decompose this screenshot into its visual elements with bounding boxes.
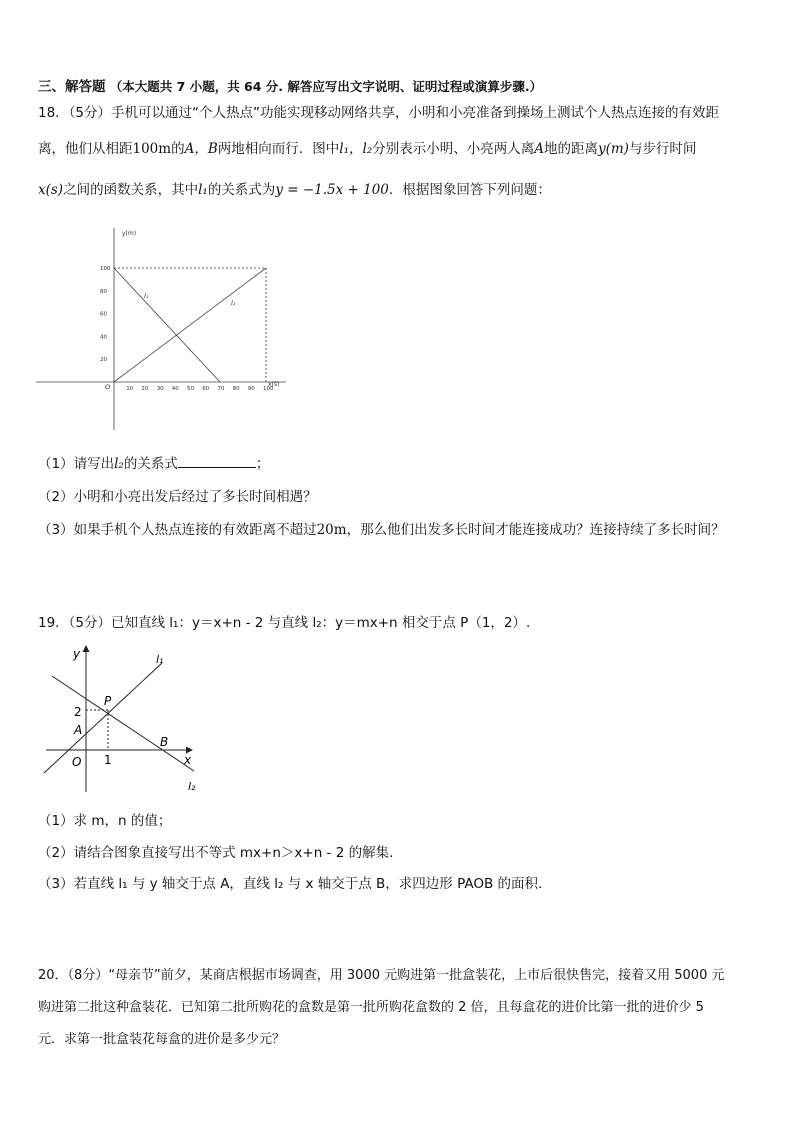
q18-text-line1: 手机可以通过“个人热点”功能实现移动网络共享，小明和小亮准备到操场上测试个人热点连接的有效距: [111, 105, 720, 121]
y-tick-label: 40: [100, 334, 107, 341]
q18-number: 18．: [38, 105, 69, 121]
q18-sub3-distance: 20m: [316, 522, 347, 538]
q18-line2-text: 的: [171, 141, 185, 157]
l1-label: l₁: [156, 653, 164, 666]
section-header: [38, 78, 542, 96]
q18-distance: 100m: [132, 141, 172, 157]
q20-line1: 20．（8分）“母亲节”前夕，某商店根据市场调查，用 3000 元购进第一批盒装花，上市后很快售完，接着又用 5000 元: [38, 968, 725, 983]
l2-label: l₂: [188, 780, 196, 793]
point-a-label: A: [74, 723, 83, 737]
q18-line1: [38, 104, 719, 122]
l2-label: l₂: [231, 299, 236, 307]
y-tick-label: 100: [100, 266, 111, 272]
q19-sub1: （1）求 m，n 的值；: [38, 813, 172, 829]
x-tick-label: 20: [141, 386, 149, 392]
q18-sub3-text: （3）如果手机个人热点连接的有效距离不超过: [38, 522, 317, 538]
section-note: （本大题共 7 小题，共 64 分. 解答应写出文字说明、证明过程或演算步骤.）: [109, 79, 543, 94]
x-tick-label: 70: [217, 386, 225, 392]
q18-sub1-text: 的关系式: [123, 456, 178, 472]
q18-line2-text: 分别表示小明、小亮两人离: [372, 141, 535, 157]
y-label: y: [73, 647, 81, 661]
q18-y-var: y(m): [597, 141, 629, 157]
answer-blank[interactable]: [178, 454, 256, 468]
x-tick-label: 30: [156, 386, 164, 392]
q20-line3: 元．求第一批盒装花每盒的进价是多少元？: [38, 1032, 286, 1047]
q18-line3-text: 之间的函数关系，其中: [63, 182, 199, 198]
q18-sub1-text: ；: [255, 456, 270, 472]
y-tick-label: 60: [100, 311, 107, 318]
line-l1: [44, 663, 162, 773]
q18-line2-text: 两地相向而行．图中: [217, 141, 340, 157]
tick-1-label: 1: [104, 753, 112, 767]
q19-sub3: （3）若直线 l₁ 与 y 轴交于点 A，直线 l₂ 与 x 轴交于点 B，求四边形 PAOB 的面积.: [38, 876, 543, 892]
q18-sub3-text: ，那么他们出发多长时间才能连接成功？连接持续了多长时间？: [346, 522, 725, 538]
line-l1: [114, 268, 220, 382]
q18-x-var: x(s): [38, 182, 64, 198]
q18-lines-label: l₁，l₂: [339, 141, 373, 157]
q18-line2-text: 与步行时间: [628, 141, 697, 157]
section-heading: 三、解答题: [38, 79, 106, 95]
x-tick-label: 40: [171, 386, 179, 392]
l1-label: l₁: [144, 292, 149, 300]
q18-line2-text: 离，他们从相距: [38, 141, 133, 157]
q18-line3-text: 的关系式为: [207, 182, 276, 198]
q18-sub2: （2）小明和小亮出发后经过了多长时间相遇？: [38, 489, 317, 505]
q18-line3-text: ．根据图象回答下列问题：: [388, 182, 551, 198]
x-tick-label: 50: [187, 386, 194, 392]
q19-sub2: （2）请结合图象直接写出不等式 mx+n＞x+n - 2 的解集.: [38, 845, 394, 861]
origin-label: O: [105, 383, 111, 391]
q18-points: A，B: [184, 141, 218, 157]
q18-l2-label: l₂: [114, 456, 124, 472]
q18-sub1: [38, 454, 269, 473]
point-p-label: P: [104, 694, 112, 708]
tick-2-label: 2: [74, 705, 82, 719]
q20-line2: 购进第二批这种盒装花．已知第二批所购花的盒数是第一批所购花盒数的 2 倍，且每盒花的进价比第一批的进价少 5: [38, 1000, 704, 1015]
y-axis-label: y(m): [122, 230, 137, 237]
q18-line3: [38, 181, 551, 199]
x-label: x: [184, 753, 192, 767]
q18-graph: [36, 224, 296, 434]
x-tick-label: 90: [247, 386, 255, 392]
q18-sub1-text: （1）请写出: [38, 456, 115, 472]
x-ticks: [126, 386, 274, 392]
x-tick-label: 60: [202, 386, 210, 392]
x-tick-label: 100: [263, 386, 274, 392]
y-tick-label: 80: [100, 288, 107, 295]
q18-score: （5分）: [68, 105, 112, 121]
q18-point-a: A: [534, 141, 544, 157]
q18-line2: [38, 140, 696, 158]
x-tick-label: 10: [126, 386, 134, 392]
q18-line2-text: 地的距离: [543, 141, 598, 157]
q18-sub3: [38, 521, 725, 539]
y-tick-label: 20: [100, 357, 107, 364]
line-l2: [114, 268, 266, 382]
y-ticks: [100, 266, 111, 363]
x-axis-label: x(s): [268, 381, 280, 388]
q18-l1-label: l₁: [198, 182, 208, 198]
point-b-label: B: [160, 735, 169, 749]
q19-graph: [38, 640, 208, 798]
q18-l1-formula: y = −1.5x + 100: [275, 182, 389, 198]
q19-line1: 19．（5分）已知直线 l₁：y＝x+n - 2 与直线 l₂：y＝mx+n 相交于点 P（1，2）.: [38, 615, 531, 631]
origin-label: O: [72, 755, 82, 769]
x-tick-label: 80: [232, 386, 240, 392]
